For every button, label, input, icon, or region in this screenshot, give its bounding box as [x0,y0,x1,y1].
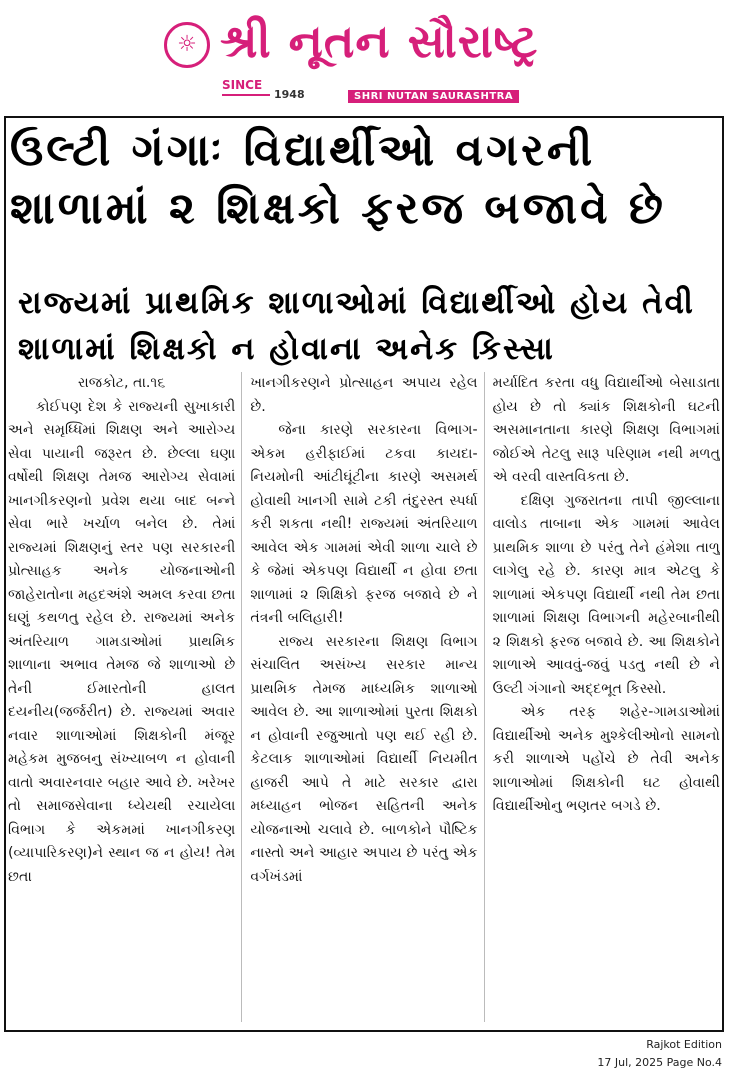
article-column-3 [493,372,720,1022]
paragraph: કોઈપણ દેશ કે રાજ્યની સુખાકારી અને સમૃધ્ધિમાં શિક્ષણ અને આરોગ્ય સેવા પાયાની જરૂરત છે. છેલ્લા ઘણા વર્ષોથી શિક્ષણ તેમજ આરોગ્ય સેવામાં ખાનગીકરણનો પ્રવેશ થયા બાદ બન્ને સેવા ભારે ખર્ચાળ બનેલ છે. તેમાં રાજ્યમાં શિક્ષણનું સ્તર પણ સરકારની પ્રોત્સાહક અનેક યોજનાઓની જાહેરાતોના મહદઅંશે અમલ કરવા છતા ઘણું કથળતુ રહેલ છે. રાજ્યમાં અનેક અંતરિયાળ ગામડાઓમાં પ્રાથમિક શાળાના અભાવ તેમજ જે શાળાઓ છે તેની ઈમારતોની હાલત દયનીય(જર્જરીત) છે. રાજ્યમાં અવાર નવાર શાળાઓમાં શિક્ષકોની મંજૂર મહેકમ મુજબનુ સંખ્યાબળ ન હોવાની વાતો અવારનવાર બહાર આવે છે. ખરેખર તો સમાજસેવાના ધ્યેયથી રચાયેલા વિભાગ કે એકમમાં ખાનગીકરણ (વ્યાપારિકરણ)ને સ્થાન જ ન હોય! તેમ છતા [8,398,236,885]
paragraph: રાજ્ય સરકારના શિક્ષણ વિભાગ સંચાલિત અસંખ્ય સરકાર માન્ય પ્રાથમિક તેમજ માધ્યમિક શાળાઓ આવેલ છે. આ શાળાઓમાં પુરતા શિક્ષકો ન હોવાની રજુઆતો પણ થઈ રહી છે. કેટલાક શાળાઓમાં વિદ્યાર્થી નિયમીત હાજરી આપે તે માટે સરકાર દ્વારા મધ્યાહન ભોજન સહિતની અનેક યોજનાઓ ચલાવે છે. બાળકોને પૌષ્ટિક નાસ્તો અને આહાર અપાય છે પરંતુ એક વર્ગખંડમાં [250,633,478,885]
dateline: રાજકોટ, તા.૧૬ [77,375,166,391]
since-label: SINCE [222,78,263,92]
founding-year: 1948 [274,88,305,101]
paragraph: જેના કારણે સરકારના વિભાગ-એકમ હરીફાઈમાં ટકવા કાયદા-નિયમોની આંટીઘૂંટીના કારણે અસમર્થ હોવાથી ખાનગી સામે ટકી તંદુરસ્ત સ્પર્ધા કરી શકતા નથી! રાજ્યમાં અંતરિયાળ આવેલ એક ગામમાં એવી શાળા ચાલે છે કે જેમાં એકપણ વિદ્યાર્થી ન હોવા છતા શાળામાં ૨ શિક્ષિકો ફરજ બજાવે છે ને તંત્રની બલિહારી! [250,422,478,626]
paragraph: મર્યાદિત કરતા વધુ વિદ્યાર્થીઓ બેસાડાતા હોય છે તો ક્યાંક શિક્ષકોની ઘટની અસમાનતાના કારણે શિક્ષણ વિભાગમાં જોઈએ તેટલુ સારૂ પરિણામ નથી મળતુ એ વરવી વાસ્તવિકતા છે. [492,375,720,485]
paragraph: ખાનગીકરણને પ્રોત્સાહન અપાય રહેલ છે. [250,375,478,415]
article-subheadline: રાજ્યમાં પ્રાથમિક શાળાઓમાં વિદ્યાર્થીઓ હોય તેવી શાળામાં શિક્ષકો ન હોવાના અનેક કિસ્સા [18,285,695,367]
edition-label: Rajkot Edition [646,1038,722,1051]
paragraph: એક તરફ શહેર-ગામડાઓમાં વિદ્યાર્થીઓ અનેક મુશ્કેલીઓનો સામનો કરી શાળાએ પહોંચે છે તેવી અનેક શાળાઓમાં શિક્ષકોની ઘટ હોવાથી વિદ્યાર્થીઓનુ ભણતર બગડે છે. [492,704,720,814]
newspaper-title: શ્રી નૂતન સૌરાષ્ટ્ર [220,14,539,68]
article-body [8,372,720,1022]
sun-logo-icon: ☼ [164,22,210,68]
article-column-1 [8,372,242,1022]
english-title-banner: SHRI NUTAN SAURASHTRA [348,90,519,103]
paragraph: દક્ષિણ ગુજરાતના તાપી જીલ્લાના વાલોડ તાબાના એક ગામમાં આવેલ પ્રાથમિક શાળા છે પરંતુ તેને હંમેશા તાળુ લાગેલુ રહે છે. કારણ માત્ર એટલુ કે શાળામાં એકપણ વિદ્યાર્થી નથી તેમ છતા શાળામાં શિક્ષણ વિભાગની મહેરબાનીથી ૨ શિક્ષકો ફરજ બજાવે છે. આ શિક્ષકોને શાળાએ આવવું-જવું પડતુ નથી છે ને ઉલ્ટી ગંગાનો અદ્દભૂત કિસ્સો. [492,492,720,697]
article-column-2 [250,372,484,1022]
since-divider [222,94,270,96]
article-headline: ઉલ્ટી ગંગાઃ વિદ્યાર્થીઓ વગરની શાળામાં ૨ શિક્ષકો ફરજ બજાવે છે [10,125,666,234]
date-page-label: 17 Jul, 2025 Page No.4 [597,1056,722,1069]
masthead [150,10,580,102]
page-footer [597,1036,722,1072]
